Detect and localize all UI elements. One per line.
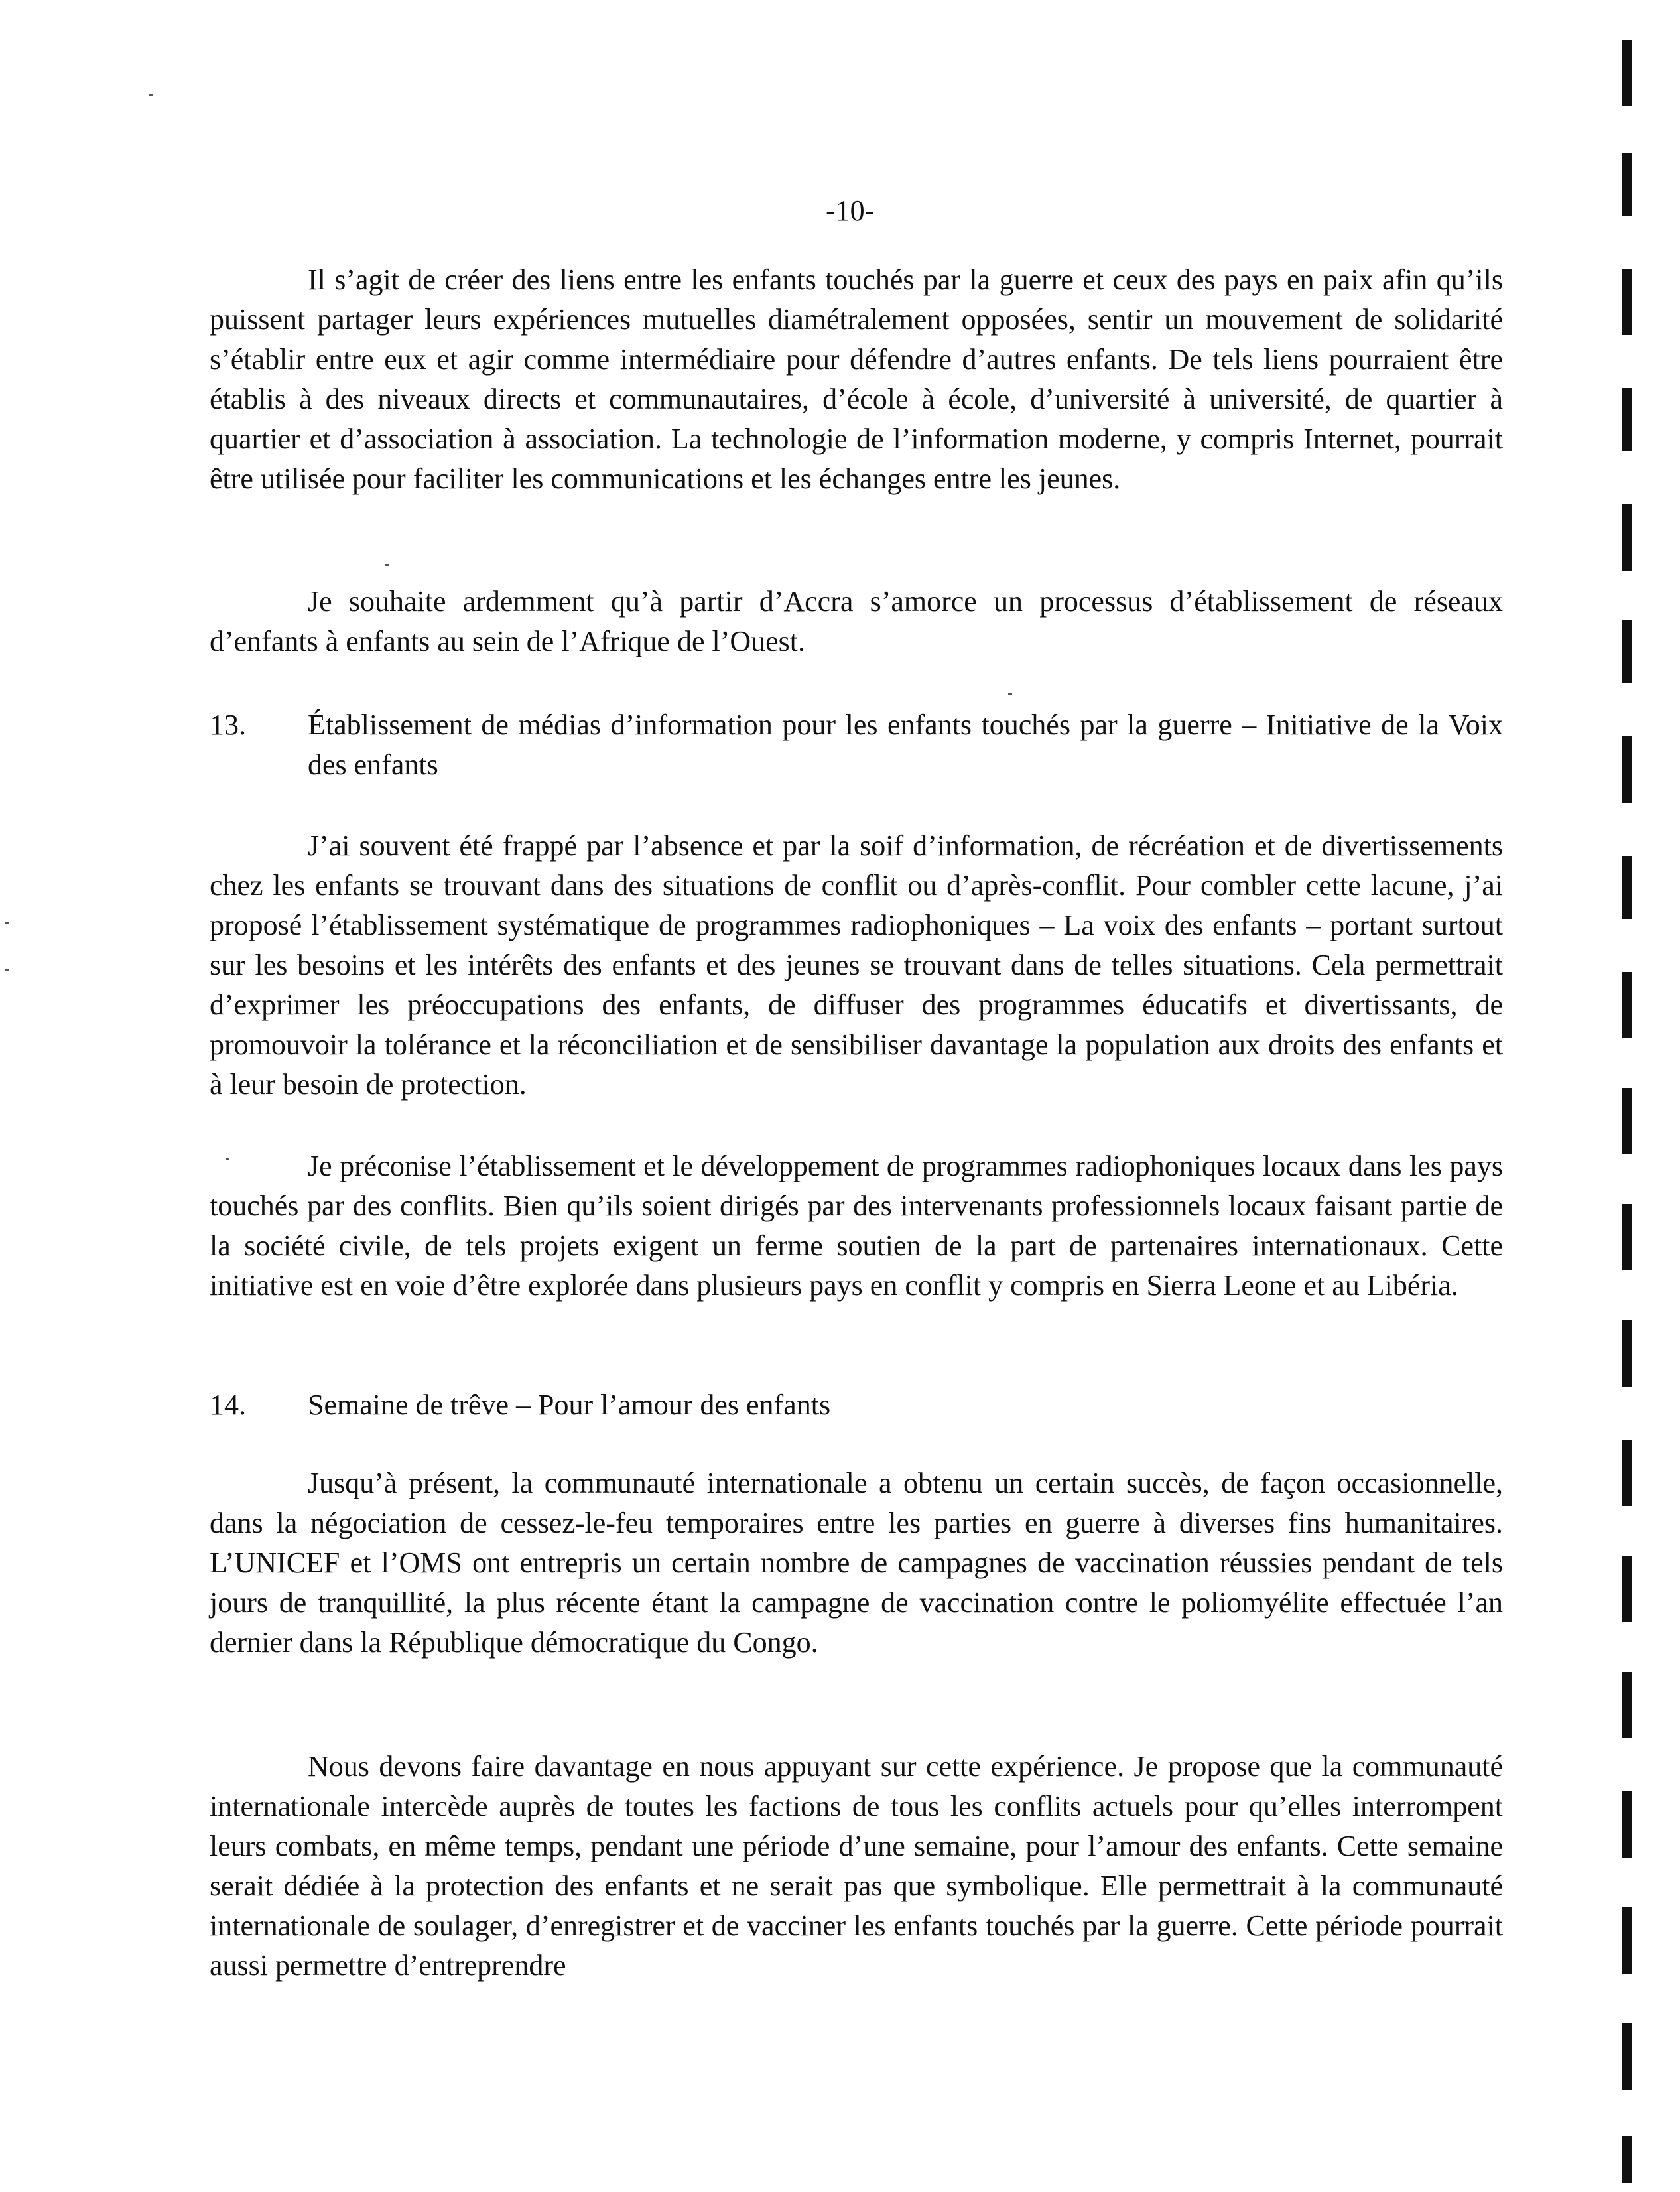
scan-edge-mark (1622, 1320, 1632, 1387)
paragraph-ceasefire-history: Jusqu’à présent, la communauté internationale a obtenu un certain succès, de façon occasionnelle, dans la négociation de cessez-le-feu temporaires entre les parties en guerre à diverses fins humanitaires. L’UNICEF et l’OMS ont entrepris un certain nombre de campagnes de vaccination réussies pendant de tels jours de tranquillité, la plus récente étant la campagne de vaccination contre le poliomyélite effectuée l’an dernier dans la République démocratique du Congo. (210, 1467, 1503, 1659)
scan-edge-mark (1622, 1556, 1632, 1622)
scan-edge-mark (1622, 269, 1632, 335)
paragraph-truce-week: Nous devons faire davantage en nous appuyant sur cette expérience. Je propose que la communauté internationale intercède auprès de toutes les factions de tous les conflits actuels pour qu’elles interrompent leurs combats, en même temps, pendant une période d’une semaine, pour l’amour des enfants. Cette semaine serait dédiée à la protection des enfants et ne serait pas que symbolique. Elle permettrait à la communauté internationale de soulager, d’enregistrer et de vacciner les enfants touchés par la guerre. Cette période pourrait aussi permettre d’entreprendre (210, 1750, 1503, 1982)
paragraph-local-radio: Je préconise l’établissement et le développement de programmes radiophoniques locaux dans les pays touchés par des conflits. Bien qu’ils soient dirigés par des intervenants professionnels locaux faisant partie de la société civile, de tels projets exigent un ferme soutien de la part de partenaires internationaux. Cette initiative est en voie d’être explorée dans plusieurs pays en conflit y compris en Sierra Leone et au Libéria. (210, 1150, 1503, 1302)
scan-edge-mark (1622, 856, 1632, 919)
scan-edge-mark (1622, 1204, 1632, 1270)
scan-edge-mark (1622, 2136, 1632, 2183)
scan-edge-mark (1622, 153, 1632, 216)
scan-speck (385, 564, 389, 566)
scan-edge-mark (1622, 388, 1632, 451)
scan-edge-mark (1622, 504, 1632, 571)
page-number: -10- (826, 194, 875, 227)
scan-speck (5, 922, 9, 924)
paragraph-child-networks: Il s’agit de créer des liens entre les enfants touchés par la guerre et ceux des pays en paix afin qu’ils puissent partager leurs expériences mutuelles diamétralement opposées, sentir un mouvement de solidarité s’établir entre eux et agir comme intermédiaire pour défendre d’autres enfants. De tels liens pourraient être établis à des niveaux directs et communautaires, d’école à école, d’université à université, de quartier à quartier et d’association à association. La technologie de l’information moderne, y compris Internet, pourrait être utilisée pour faciliter les communications et les échanges entre les jeunes. (210, 263, 1503, 495)
scan-speck (149, 94, 153, 96)
scan-edge-mark (1622, 1672, 1632, 1738)
scan-edge-mark (1622, 1791, 1632, 1858)
scan-edge-mark (1622, 1907, 1632, 1974)
paragraph-accra-wish: Je souhaite ardemment qu’à partir d’Accra s’amorce un processus d’établissement de réseaux d’enfants à enfants au sein de l’Afrique de l’Ouest. (210, 585, 1503, 657)
scan-speck (5, 969, 9, 971)
paragraph-radio-programs: J’ai souvent été frappé par l’absence et par la soif d’information, de récréation et de divertissements chez les enfants se trouvant dans des situations de conflit ou d’après-conflit. Pour combler cette lacune, j’ai proposé l’établissement systématique de programmes radiophoniques – La voix des enfants – portant surtout sur les besoins et les intérêts des enfants et des jeunes se trouvant dans de telles situations. Cela permettrait d’exprimer les préoccupations des enfants, de diffuser des programmes éducatifs et divertissants, de promouvoir la tolérance et la réconciliation et de sensibiliser davantage la population aux droits des enfants et à leur besoin de protection. (210, 829, 1503, 1101)
section-13-title: Établissement de médias d’information pour les enfants touchés par la guerre – Initiative de la Voix des enfants (308, 709, 1503, 781)
scan-edge-mark (1622, 736, 1632, 803)
scan-speck (226, 1158, 229, 1160)
section-14-number: 14. (210, 1389, 246, 1421)
scan-edge-mark (1622, 972, 1632, 1038)
scan-edge-mark (1622, 1440, 1632, 1506)
scan-edge-mark (1622, 40, 1632, 106)
section-13-number: 13. (210, 709, 246, 741)
section-14-title: Semaine de trêve – Pour l’amour des enfants (308, 1389, 831, 1421)
scan-speck (1008, 693, 1012, 695)
scan-edge-mark (1622, 620, 1632, 683)
scan-edge-mark (1622, 1088, 1632, 1154)
scan-edge-mark (1622, 2023, 1632, 2090)
